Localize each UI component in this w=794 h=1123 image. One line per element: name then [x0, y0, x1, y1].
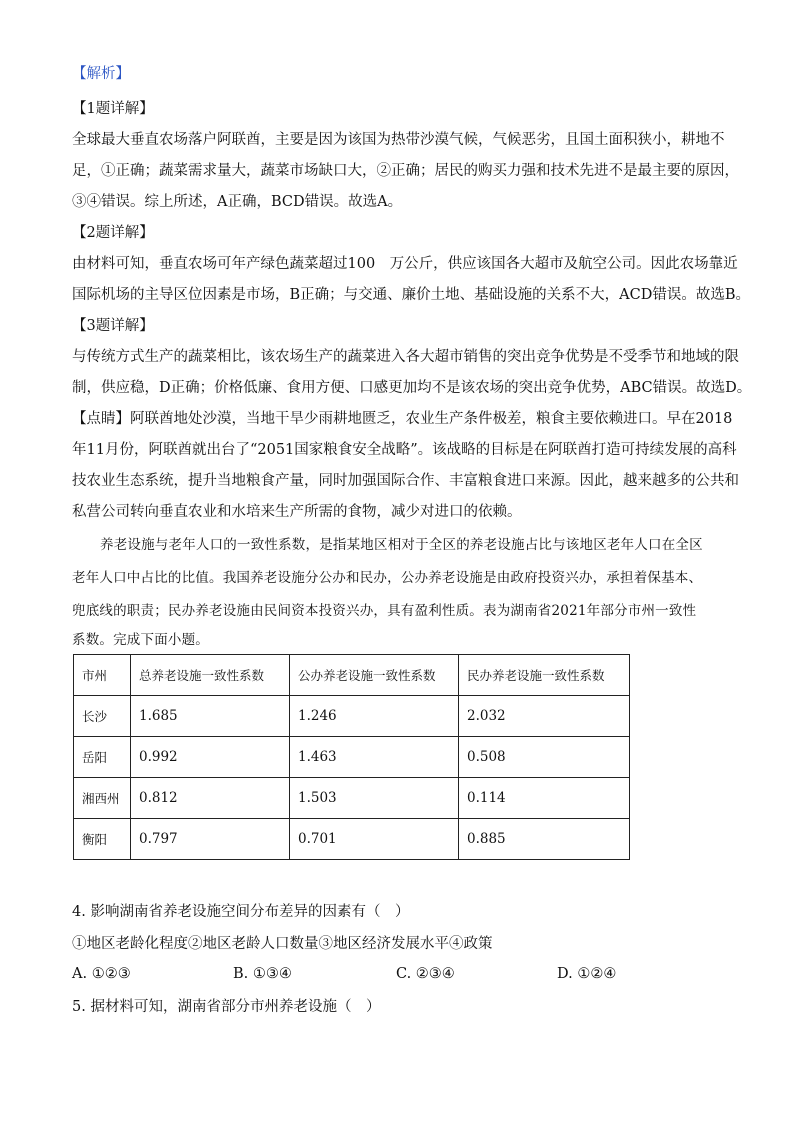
q4-stem: 4. 影响湖南省养老设施空间分布差异的因素有（ ）	[72, 904, 410, 920]
table-cell: 衡阳	[74, 819, 131, 860]
point-line: 技农业生态系统，提升当地粮食产量，同时加强国际合作、丰富粮食进口来源。因此，越来越多的公共和	[72, 473, 739, 489]
table-cell: 0.508	[459, 737, 630, 778]
point-line	[72, 409, 732, 429]
q3-line: 与传统方式生产的蔬菜相比，该农场生产的蔬菜进入各大超市销售的突出竞争优势是不受季节和地域的限	[72, 349, 739, 365]
table-header-cell: 总养老设施一致性系数	[131, 655, 290, 696]
q1-line: ③④错误。综上所述，A正确，BCD错误。故选A。	[72, 194, 403, 210]
q2-line: 国际机场的主导区位因素是市场，B正确；与交通、廉价土地、基础设施的关系不大，ACD错误。故选B。	[72, 287, 750, 303]
point-label: 【点睛】	[72, 411, 130, 427]
table-cell: 1.463	[290, 737, 459, 778]
table-header-row	[74, 655, 630, 696]
material-line: 兜底线的职责；民办养老设施由民间资本投资兴办，具有盈利性质。表为湖南省2021年部分市州一致性	[72, 603, 697, 619]
table-cell: 1.246	[290, 696, 459, 737]
table-cell: 0.701	[290, 819, 459, 860]
q4-option-c[interactable]: C. ②③④	[396, 966, 455, 982]
q5-stem: 5. 据材料可知，湖南省部分市州养老设施（ ）	[72, 999, 381, 1015]
q4-option-b[interactable]: B. ①③④	[233, 966, 292, 982]
table-header-cell: 公办养老设施一致性系数	[290, 655, 459, 696]
table-cell: 0.812	[131, 778, 290, 819]
material-line: 老年人口中占比的比值。我国养老设施分公办和民办，公办养老设施是由政府投资兴办，承担着保基本、	[72, 570, 703, 586]
q4-statements: ①地区老龄化程度②地区老龄人口数量③地区经济发展水平④政策	[72, 936, 493, 952]
table-row	[74, 696, 630, 737]
table-row	[74, 778, 630, 819]
table-cell: 0.797	[131, 819, 290, 860]
table-header-cell: 民办养老设施一致性系数	[459, 655, 630, 696]
point-text: 阿联酋地处沙漠，当地干旱少雨耕地匮乏，农业生产条件极差，粮食主要依赖进口。早在2018	[130, 411, 733, 427]
q4-option-d[interactable]: D. ①②④	[557, 966, 617, 982]
table-cell: 湘西州	[74, 778, 131, 819]
table-header-cell: 市州	[74, 655, 131, 696]
point-line: 年11月份，阿联酋就出台了“2051国家粮食安全战略”。该战略的目标是在阿联酋打造可持续发展的高科	[72, 442, 737, 458]
q1-line: 全球最大垂直农场落户阿联酋，主要是因为该国为热带沙漠气候，气候恶劣，且国土面积狭小，耕地不	[72, 132, 725, 148]
q2-heading: 【2题详解】	[72, 225, 154, 241]
table-cell: 1.503	[290, 778, 459, 819]
table-row	[74, 737, 630, 778]
table-cell: 长沙	[74, 696, 131, 737]
analysis-heading: 【解析】	[72, 66, 130, 82]
q3-heading: 【3题详解】	[72, 318, 154, 334]
point-line: 私营公司转向垂直农业和水培来生产所需的食物，减少对进口的依赖。	[72, 504, 522, 520]
material-line: 养老设施与老年人口的一致性系数，是指某地区相对于全区的养老设施占比与该地区老年人口在全区	[100, 537, 703, 553]
q2-line: 由材料可知，垂直农场可年产绿色蔬菜超过100 万公斤，供应该国各大超市及航空公司。因此农场靠近	[72, 256, 738, 272]
table-cell: 2.032	[459, 696, 630, 737]
table-cell: 0.885	[459, 819, 630, 860]
q3-line: 制，供应稳，D正确；价格低廉、食用方便、口感更加均不是该农场的突出竞争优势，ABC错误。故选D。	[72, 380, 752, 396]
q4-option-a[interactable]: A. ①②③	[72, 966, 131, 982]
table-row	[74, 819, 630, 860]
q1-heading: 【1题详解】	[72, 101, 154, 117]
table-cell: 岳阳	[74, 737, 131, 778]
table-cell: 0.114	[459, 778, 630, 819]
material-line: 系数。完成下面小题。	[72, 632, 209, 648]
table-cell: 0.992	[131, 737, 290, 778]
q1-line: 足，①正确；蔬菜需求量大，蔬菜市场缺口大，②正确；居民的购买力强和技术先进不是最主要的原因，	[72, 163, 739, 179]
table-cell: 1.685	[131, 696, 290, 737]
coefficient-table	[73, 654, 630, 860]
